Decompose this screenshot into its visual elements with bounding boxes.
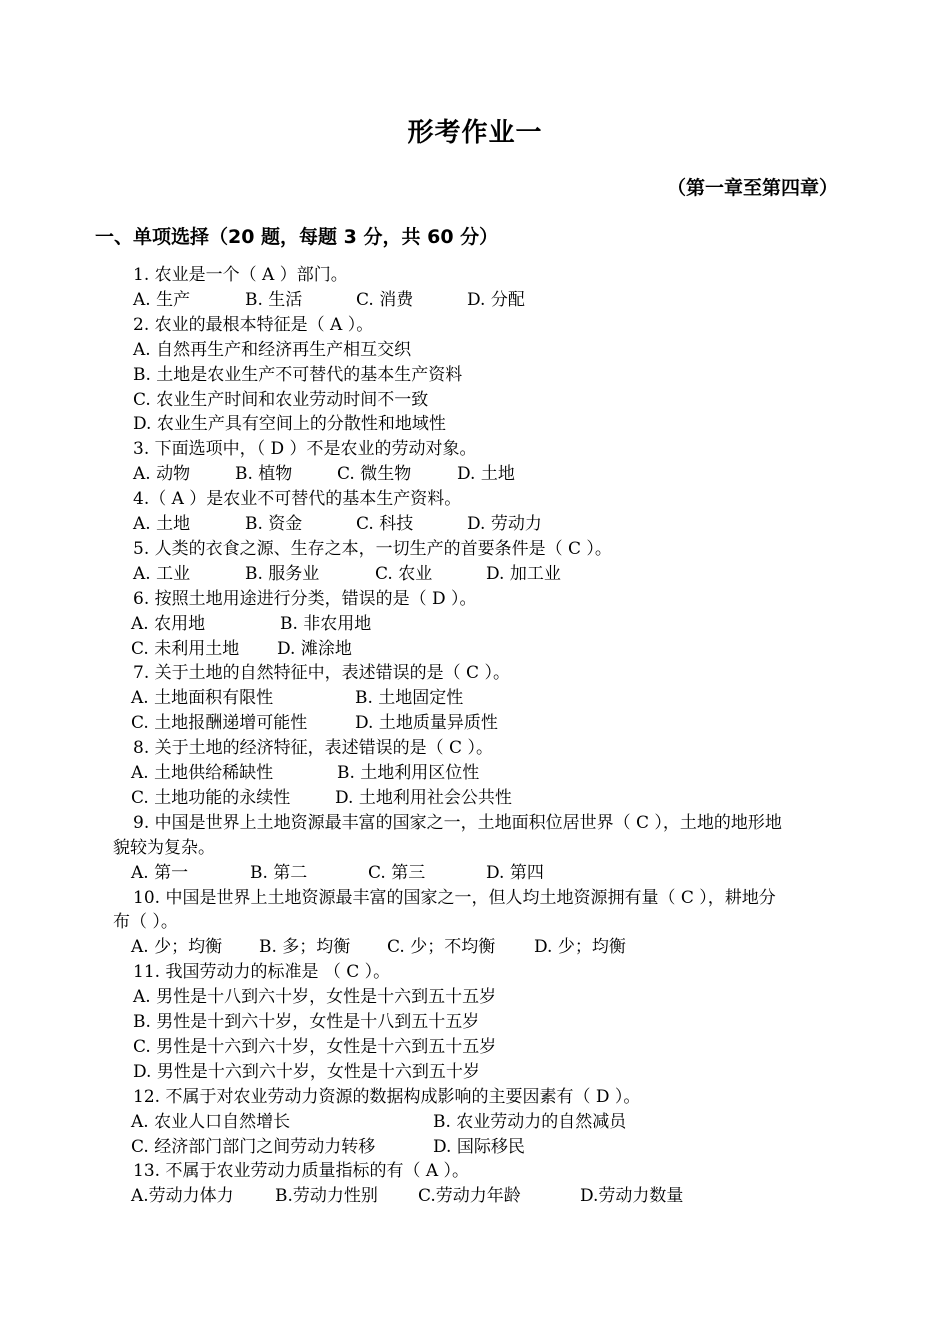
answer-option: C. 土地报酬递增可能性	[131, 713, 308, 733]
answer-option: A. 男性是十八到六十岁，女性是十六到五十五岁	[133, 987, 497, 1007]
question-stem: 8. 关于土地的经济特征，表述错误的是（ C ）。	[133, 738, 493, 758]
answer-option: B. 多；均衡	[259, 937, 351, 957]
option-row	[0, 786, 950, 811]
answer-option: A.劳动力体力	[131, 1186, 234, 1206]
answer-option: D. 男性是十六到六十岁，女性是十六到五十岁	[133, 1062, 480, 1082]
chapter-range: （第一章至第四章）	[666, 177, 838, 199]
answer-option: C. 科技	[356, 514, 414, 534]
answer-option: A. 生产	[133, 290, 191, 310]
answer-option: C. 第三	[368, 863, 426, 883]
answer-option: D.劳动力数量	[580, 1186, 684, 1206]
answer-option: C. 经济部门部门之间劳动力转移	[131, 1137, 376, 1157]
answer-option: A. 少；均衡	[131, 937, 223, 957]
answer-option: D. 第四	[486, 863, 544, 883]
option-row	[0, 637, 950, 662]
option-row	[0, 612, 950, 637]
answer-option: D. 劳动力	[467, 514, 542, 534]
question-stem: 5. 人类的衣食之源、生存之本，一切生产的首要条件是（ C ）。	[133, 539, 612, 559]
answer-option: A. 第一	[131, 863, 189, 883]
section-heading: 一、单项选择（20 题，每题 3 分，共 60 分）	[95, 226, 499, 248]
question-continuation: 貌较为复杂。	[113, 838, 215, 858]
question-continuation: 布（ ）。	[113, 912, 178, 932]
answer-option: B. 植物	[235, 464, 293, 484]
answer-option: C. 微生物	[337, 464, 412, 484]
question-stem: 13. 不属于农业劳动力质量指标的有（ A ）。	[133, 1161, 470, 1181]
page-title: 形考作业一	[407, 118, 543, 148]
answer-option: A. 农业人口自然增长	[131, 1112, 291, 1132]
option-row	[0, 512, 950, 537]
answer-option: C. 男性是十六到六十岁，女性是十六到五十五岁	[133, 1037, 497, 1057]
option-row	[0, 462, 950, 487]
answer-option: B. 男性是十到六十岁，女性是十八到五十五岁	[133, 1012, 480, 1032]
answer-option: D. 土地利用社会公共性	[335, 788, 512, 808]
answer-option: C. 未利用土地	[131, 639, 240, 659]
answer-option: C. 土地功能的永续性	[131, 788, 291, 808]
option-row	[0, 711, 950, 736]
answer-option: D. 加工业	[486, 564, 561, 584]
answer-option: A. 自然再生产和经济再生产相互交织	[133, 340, 412, 360]
option-row	[0, 1135, 950, 1160]
answer-option: A. 土地供给稀缺性	[131, 763, 274, 783]
question-stem: 6. 按照土地用途进行分类，错误的是（ D ）。	[133, 589, 477, 609]
question-stem: 2. 农业的最根本特征是（ A ）。	[133, 315, 374, 335]
answer-option: A. 工业	[133, 564, 191, 584]
answer-option: B. 土地固定性	[355, 688, 464, 708]
answer-option: A. 土地面积有限性	[131, 688, 274, 708]
option-row	[0, 861, 950, 886]
answer-option: D. 分配	[467, 290, 525, 310]
question-stem: 1. 农业是一个（ A ）部门。	[133, 265, 348, 285]
answer-option: C. 消费	[356, 290, 414, 310]
question-stem: 11. 我国劳动力的标准是 （ C ）。	[133, 962, 391, 982]
answer-option: C.劳动力年龄	[418, 1186, 521, 1206]
answer-option: D. 农业生产具有空间上的分散性和地域性	[133, 414, 446, 434]
option-row	[0, 761, 950, 786]
question-stem: 4.（ A ）是农业不可替代的基本生产资料。	[133, 489, 462, 509]
question-stem: 7. 关于土地的自然特征中，表述错误的是（ C ）。	[133, 663, 510, 683]
answer-option: D. 土地	[457, 464, 515, 484]
option-row	[0, 1184, 950, 1209]
option-row	[0, 1110, 950, 1135]
answer-option: B.劳动力性别	[275, 1186, 378, 1206]
option-row	[0, 935, 950, 960]
option-row	[0, 686, 950, 711]
answer-option: B. 第二	[250, 863, 308, 883]
answer-option: B. 土地是农业生产不可替代的基本生产资料	[133, 365, 463, 385]
answer-option: B. 农业劳动力的自然减员	[433, 1112, 627, 1132]
answer-option: D. 土地质量异质性	[355, 713, 498, 733]
answer-option: A. 农用地	[131, 614, 206, 634]
answer-option: C. 农业	[375, 564, 433, 584]
question-stem: 10. 中国是世界上土地资源最丰富的国家之一，但人均土地资源拥有量（ C ），耕地分	[133, 888, 776, 908]
answer-option: C. 少；不均衡	[387, 937, 496, 957]
answer-option: B. 生活	[245, 290, 303, 310]
answer-option: C. 农业生产时间和农业劳动时间不一致	[133, 390, 429, 410]
answer-option: B. 土地利用区位性	[337, 763, 480, 783]
answer-option: A. 土地	[133, 514, 191, 534]
answer-option: B. 服务业	[245, 564, 320, 584]
option-row	[0, 288, 950, 313]
answer-option: D. 滩涂地	[277, 639, 352, 659]
answer-option: D. 国际移民	[433, 1137, 525, 1157]
answer-option: B. 非农用地	[280, 614, 372, 634]
answer-option: A. 动物	[133, 464, 191, 484]
question-stem: 12. 不属于对农业劳动力资源的数据构成影响的主要因素有（ D ）。	[133, 1087, 641, 1107]
question-stem: 3. 下面选项中，（ D ）不是农业的劳动对象。	[133, 439, 477, 459]
question-stem: 9. 中国是世界上土地资源最丰富的国家之一，土地面积位居世界（ C ），土地的地形地	[133, 813, 782, 833]
answer-option: D. 少；均衡	[534, 937, 626, 957]
answer-option: B. 资金	[245, 514, 303, 534]
option-row	[0, 562, 950, 587]
